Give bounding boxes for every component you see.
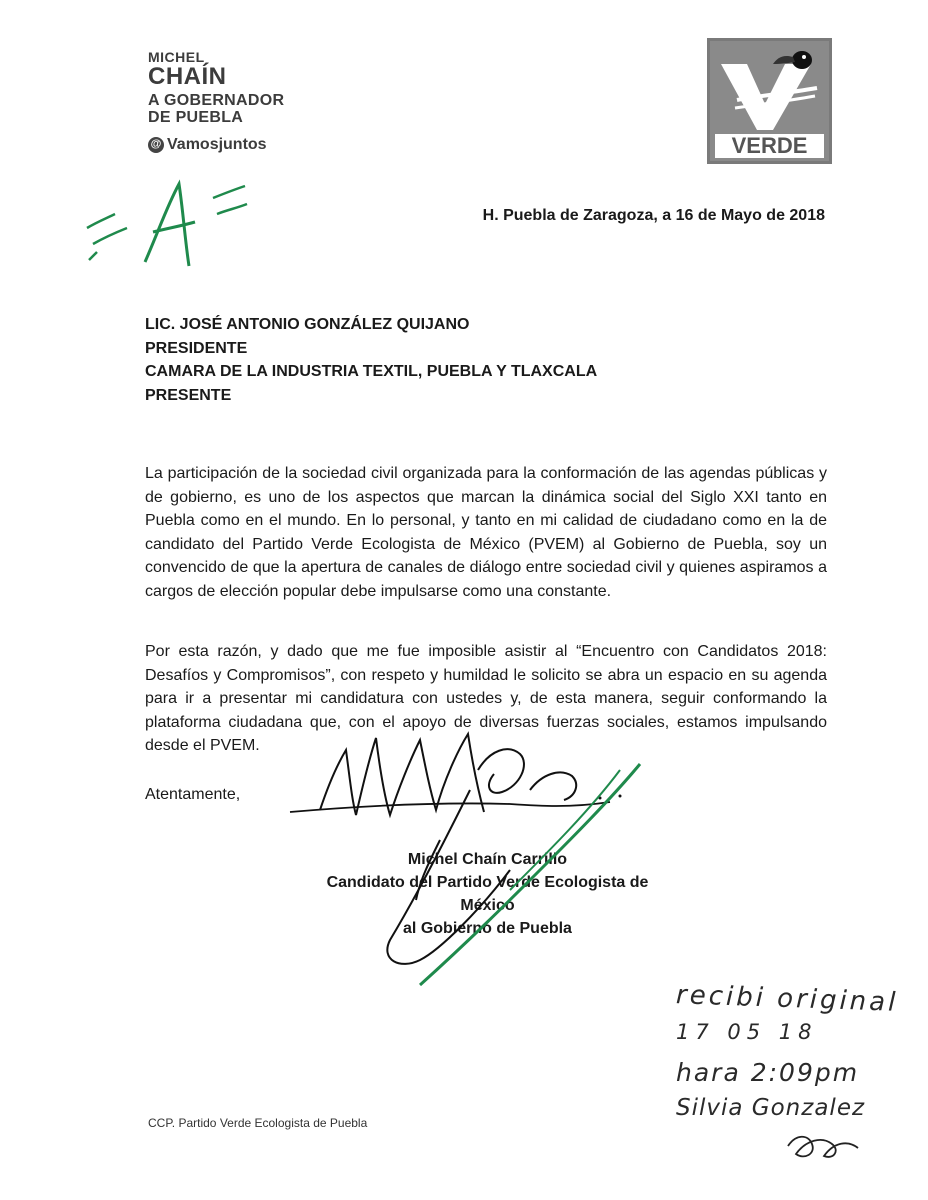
receipt-note-line: Silvia Gonzalez [676, 1095, 866, 1121]
green-pen-stroke [390, 760, 670, 1000]
campaign-letterhead [148, 50, 284, 153]
signatory-role: Candidato del Partido Verde Ecologista de México [326, 874, 649, 914]
body-paragraph: Por esta razón, y dado que me fue imposible asistir al “Encuentro con Candidatos 2018: Desafíos y Compromisos”, con respeto y humildad le solicito se abra un espacio en su agenda para ir a presentar mi candidatura con ustedes y, de esta manera, seguir conformando la plataforma ciudadana que, con el apoyo de diversas fuerzas sociales, estamos impulsando desde el PVEM. [145, 643, 827, 754]
signatory-name: Michel Chaín Carrillo [407, 851, 568, 868]
receipt-note-line: hara 2:09pm [676, 1058, 860, 1087]
at-icon: @ [148, 137, 164, 153]
party-logo-text: VERDE [731, 133, 808, 158]
green-annotation-mark [75, 170, 255, 280]
letterhead-hashtag [148, 137, 284, 153]
hashtag-text: Vamosjuntos [167, 135, 267, 153]
closing: Atentamente, [145, 786, 241, 803]
letterhead-candidate-name: CHAÍN [148, 63, 227, 90]
receipt-note-line: 17 05 18 [676, 1020, 818, 1044]
receipt-note-line: recibi original [675, 980, 899, 1018]
letter-date: H. Puebla de Zaragoza, a 16 de Mayo de 2018 [482, 207, 825, 224]
recipient-name: LIC. JOSÉ ANTONIO GONZÁLEZ QUIJANO [145, 316, 470, 333]
recipient-organization: CAMARA DE LA INDUSTRIA TEXTIL, PUEBLA Y TLAXCALA [145, 363, 598, 380]
receipt-initials-scribble [782, 1126, 872, 1166]
carbon-copy-line: CCP. Partido Verde Ecologista de Puebla [148, 1116, 368, 1130]
letterhead-line: MICHEL [148, 49, 205, 65]
recipient-greeting: PRESENTE [145, 386, 232, 404]
party-logo [707, 38, 832, 164]
body-paragraph: La participación de la sociedad civil organizada para la conformación de las agendas públicas y de gobierno, es uno de los aspectos que marcan la dinámica social del Siglo XXI tanto en Puebla como en el mundo. En lo personal, y tanto en mi calidad de ciudadano como en la de candidato del Partido Verde Ecologista de México (PVEM) al Gobierno de Puebla, soy un convencido de que la apertura de canales de diálogo entre sociedad civil y quienes aspiramos a cargos de elección popular debe impulsarse como una constante. [145, 465, 827, 600]
recipient-block [145, 313, 597, 407]
recipient-title: PRESIDENTE [145, 339, 248, 357]
letterhead-line: DE PUEBLA [148, 108, 244, 126]
signatory-role-cont: al Gobierno de Puebla [403, 920, 572, 937]
letterhead-line: A GOBERNADOR [148, 92, 285, 109]
